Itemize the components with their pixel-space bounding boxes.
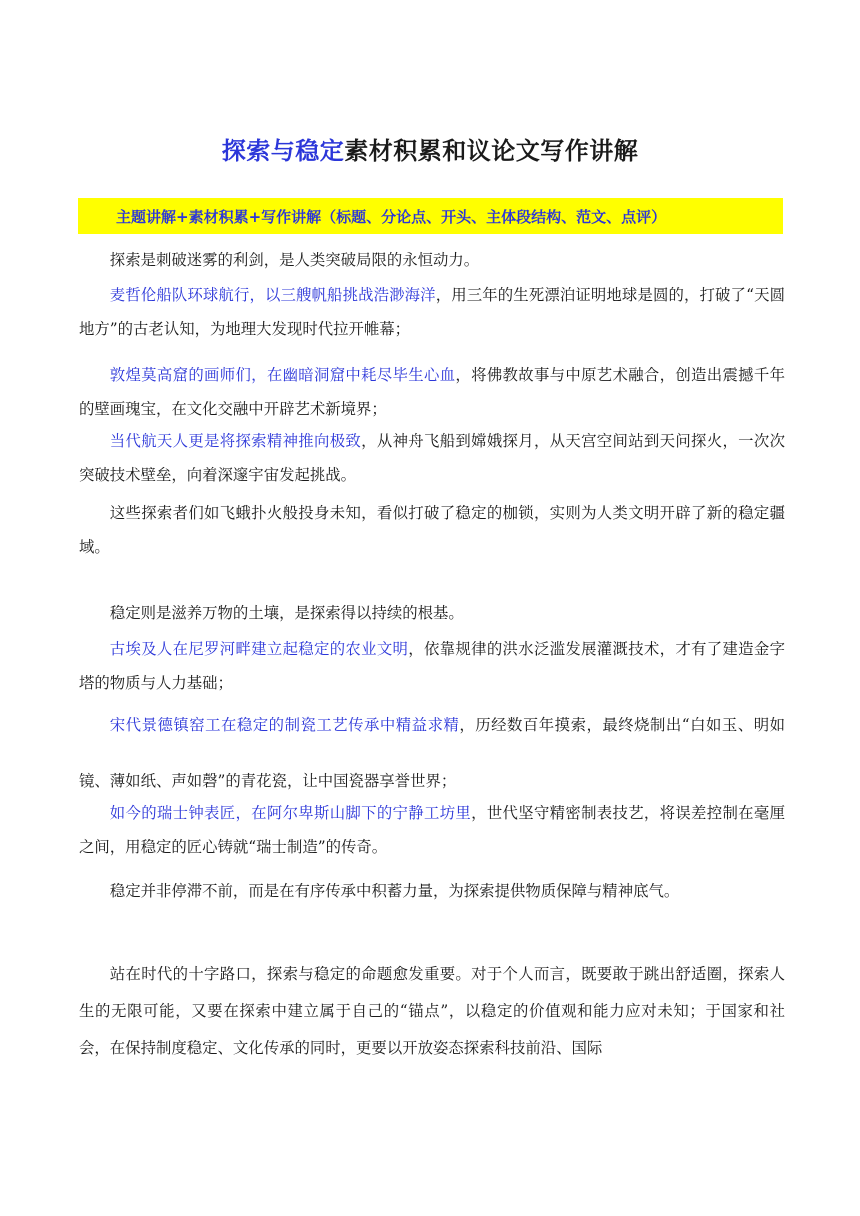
- example-lead-jingdezhen: 宋代景德镇窑工在稳定的制瓷工艺传承中精益求精: [109, 716, 460, 734]
- example-lead-egypt: 古埃及人在尼罗河畔建立起稳定的农业文明: [109, 640, 409, 658]
- paragraph-aerospace: [79, 424, 785, 492]
- title-highlight: 探索与稳定: [221, 137, 345, 165]
- example-text-magellan: ，用三年的生死漂泊证明地球是圆的，打破了“天圆地方”的古老认知，为地理大发现时代拉开帷幕；: [79, 286, 785, 338]
- example-text-swiss: ，世代坚守精密制表技艺，将误差控制在毫厘之间，用稳定的匠心铸就“瑞士制造”的传奇。: [79, 804, 785, 856]
- paragraph-exploration-summary: 这些探索者们如飞蛾扑火般投身未知，看似打破了稳定的枷锁，实则为人类文明开辟了新的稳定疆域。: [79, 504, 785, 556]
- example-text-egypt: ，依靠规律的洪水泛滥发展灌溉技术，才有了建造金字塔的物质与人力基础；: [79, 640, 785, 692]
- example-lead-aerospace: 当代航天人更是将探索精神推向极致: [109, 432, 362, 450]
- example-lead-dunhuang: 敦煌莫高窟的画师们，在幽暗洞窟中耗尽毕生心血: [109, 366, 456, 384]
- title-rest: 素材积累和议论文写作讲解: [344, 137, 639, 165]
- example-lead-magellan: 麦哲伦船队环球航行，以三艘帆船挑战浩渺海洋: [109, 286, 436, 304]
- paragraph-conclusion: 站在时代的十字路口，探索与稳定的命题愈发重要。对于个人而言，既要敢于跳出舒适圈，探索人生的无限可能，又要在探索中建立属于自己的“锚点”，以稳定的价值观和能力应对未知；于国家和社会，在保持制度稳定、文化传承的同时，更要以开放姿态探索科技前沿、国际: [79, 965, 785, 1057]
- example-text-dunhuang: ，将佛教故事与中原艺术融合，创造出震撼千年的壁画瑰宝，在文化交融中开辟艺术新境界；: [79, 366, 785, 418]
- example-lead-swiss: 如今的瑞士钟表匠，在阿尔卑斯山脚下的宁静工坊里: [109, 804, 472, 822]
- paragraph-magellan: [79, 278, 785, 346]
- example-text-aerospace: ，从神舟飞船到嫦娥探月，从天宫空间站到天问探火，一次次突破技术壁垒，向着深邃宇宙发起挑战。: [79, 432, 785, 484]
- paragraph-dunhuang: [79, 358, 785, 426]
- paragraph-swiss: [79, 796, 785, 864]
- paragraph-stability-summary: 稳定并非停滞不前，而是在有序传承中积蓄力量，为探索提供物质保障与精神底气。: [109, 882, 680, 900]
- paragraph-jingdezhen: [79, 697, 785, 809]
- topic-banner: 主题讲解+素材积累+写作讲解（标题、分论点、开头、主体段结构、范文、点评）: [78, 198, 783, 234]
- paragraph-egypt: [79, 632, 785, 700]
- paragraph-stability-intro: 稳定则是滋养万物的土壤，是探索得以持续的根基。: [109, 604, 464, 622]
- example-text-jingdezhen: ，历经数百年摸索，最终烧制出“白如玉、明如镜、薄如纸、声如磬”的青花瓷，让中国瓷器享誉世界；: [79, 716, 785, 790]
- document-title: [0, 131, 860, 166]
- paragraph-exploration-intro: 探索是刺破迷雾的利剑，是人类突破局限的永恒动力。: [109, 251, 480, 269]
